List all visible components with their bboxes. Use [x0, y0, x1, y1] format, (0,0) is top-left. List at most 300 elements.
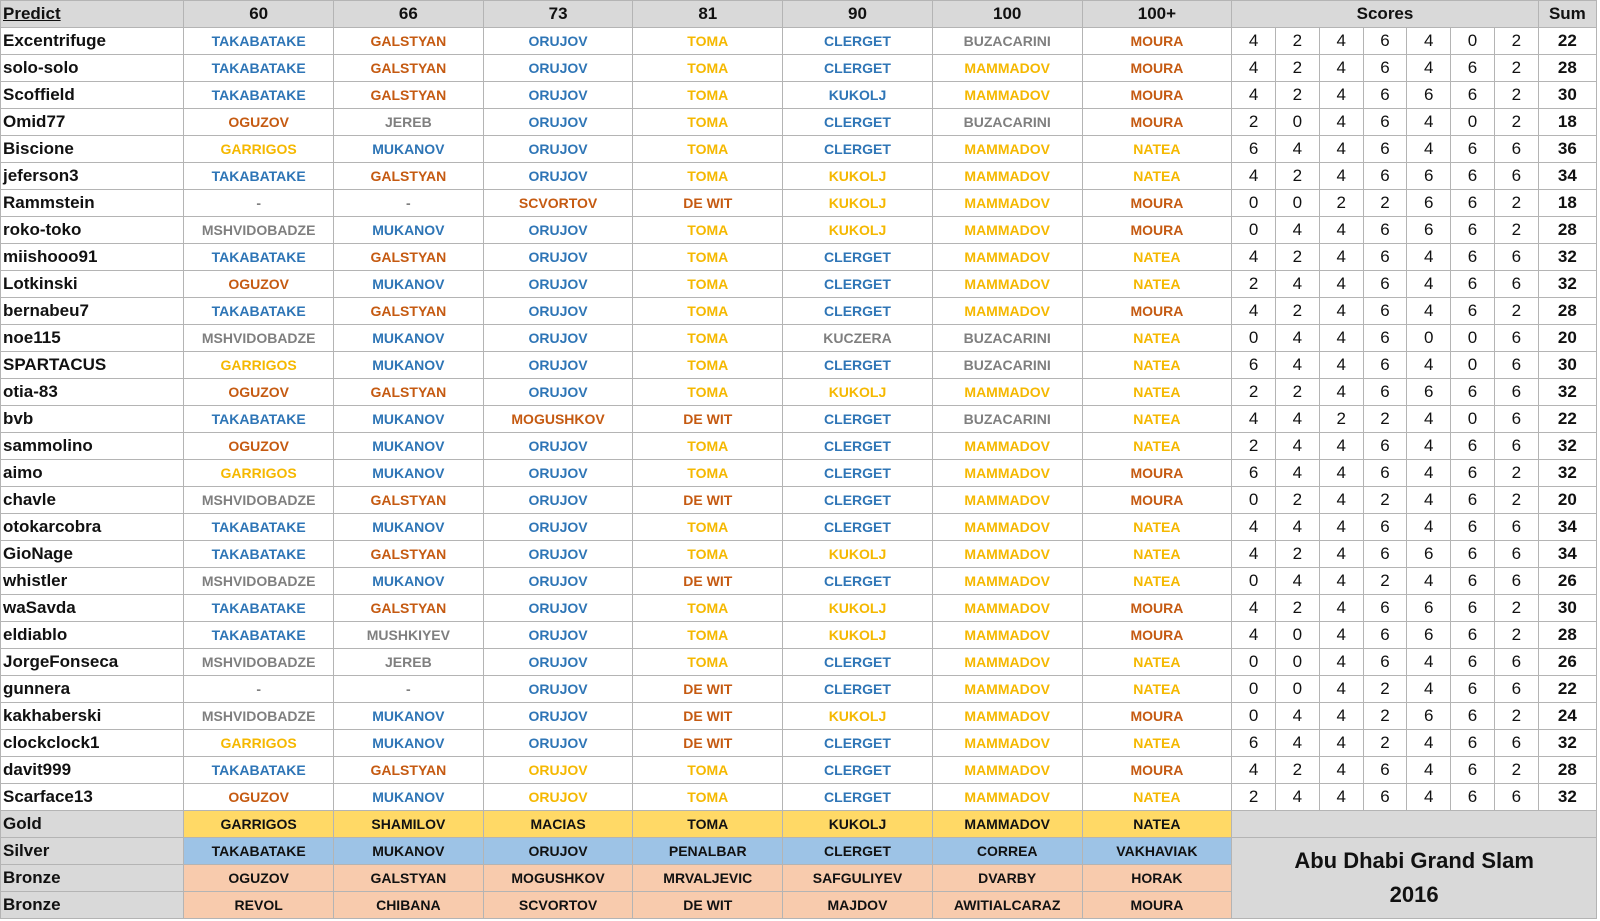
- score-cell: 6: [1451, 622, 1495, 649]
- pick-cell: NATEA: [1082, 325, 1232, 352]
- table-row: [1, 271, 1597, 298]
- score-cell: 2: [1363, 487, 1407, 514]
- username-cell: roko-toko: [1, 217, 184, 244]
- pick-cell: GALSTYAN: [334, 541, 484, 568]
- username-cell: Scoffield: [1, 82, 184, 109]
- pick-cell: MAMMADOV: [932, 298, 1082, 325]
- score-cell: 0: [1232, 649, 1276, 676]
- pick-cell: MUKANOV: [334, 406, 484, 433]
- pick-cell: MAMMADOV: [932, 676, 1082, 703]
- score-cell: 4: [1319, 325, 1363, 352]
- pick-cell: ORUJOV: [483, 82, 633, 109]
- score-cell: 0: [1451, 28, 1495, 55]
- score-cell: 6: [1407, 622, 1451, 649]
- username-cell: GioNage: [1, 541, 184, 568]
- score-cell: 6: [1494, 271, 1538, 298]
- pick-cell: MUKANOV: [334, 730, 484, 757]
- pick-cell: TAKABATAKE: [184, 55, 334, 82]
- medalist-cell: AWITIALCARAZ: [932, 892, 1082, 919]
- pick-cell: BUZACARINI: [932, 352, 1082, 379]
- pick-cell: GALSTYAN: [334, 757, 484, 784]
- score-cell: 0: [1276, 190, 1320, 217]
- pick-cell: CLERGET: [783, 298, 933, 325]
- sum-cell: 22: [1538, 406, 1596, 433]
- score-cell: 6: [1407, 82, 1451, 109]
- score-cell: 4: [1232, 514, 1276, 541]
- pick-cell: NATEA: [1082, 514, 1232, 541]
- score-cell: 4: [1319, 784, 1363, 811]
- username-cell: Rammstein: [1, 190, 184, 217]
- table-row: [1, 730, 1597, 757]
- score-cell: 6: [1363, 649, 1407, 676]
- sum-cell: 32: [1538, 433, 1596, 460]
- username-cell: gunnera: [1, 676, 184, 703]
- score-cell: 4: [1319, 136, 1363, 163]
- table-row: [1, 163, 1597, 190]
- sum-cell: 26: [1538, 568, 1596, 595]
- score-cell: 2: [1363, 190, 1407, 217]
- username-cell: clockclock1: [1, 730, 184, 757]
- medalist-cell: MACIAS: [483, 811, 633, 838]
- pick-cell: ORUJOV: [483, 271, 633, 298]
- pick-cell: DE WIT: [633, 703, 783, 730]
- username-cell: otokarcobra: [1, 514, 184, 541]
- score-cell: 6: [1451, 244, 1495, 271]
- score-cell: 2: [1363, 703, 1407, 730]
- pick-cell: MOURA: [1082, 595, 1232, 622]
- pick-cell: NATEA: [1082, 541, 1232, 568]
- score-cell: 2: [1363, 406, 1407, 433]
- score-cell: 0: [1276, 109, 1320, 136]
- score-cell: 4: [1319, 271, 1363, 298]
- score-cell: 6: [1494, 352, 1538, 379]
- score-cell: 4: [1319, 487, 1363, 514]
- pick-cell: GARRIGOS: [184, 730, 334, 757]
- score-cell: 4: [1319, 703, 1363, 730]
- score-cell: 4: [1276, 514, 1320, 541]
- score-cell: 6: [1363, 784, 1407, 811]
- pick-cell: GALSTYAN: [334, 487, 484, 514]
- score-cell: 4: [1319, 757, 1363, 784]
- pick-cell: MUSHKIYEV: [334, 622, 484, 649]
- score-cell: 6: [1451, 460, 1495, 487]
- pick-cell: ORUJOV: [483, 541, 633, 568]
- score-cell: 6: [1407, 541, 1451, 568]
- score-cell: 6: [1363, 298, 1407, 325]
- score-cell: 4: [1407, 28, 1451, 55]
- score-cell: 6: [1451, 649, 1495, 676]
- weight-100-header: 100: [932, 1, 1082, 28]
- pick-cell: ORUJOV: [483, 379, 633, 406]
- table-row: [1, 514, 1597, 541]
- pick-cell: ORUJOV: [483, 487, 633, 514]
- pick-cell: MSHVIDOBADZE: [184, 325, 334, 352]
- pick-cell: BUZACARINI: [932, 109, 1082, 136]
- score-cell: 4: [1407, 784, 1451, 811]
- score-cell: 0: [1232, 190, 1276, 217]
- pick-cell: JEREB: [334, 649, 484, 676]
- pick-cell: ORUJOV: [483, 28, 633, 55]
- pick-cell: MAMMADOV: [932, 595, 1082, 622]
- score-cell: 0: [1451, 352, 1495, 379]
- score-cell: 2: [1276, 757, 1320, 784]
- pick-cell: NATEA: [1082, 568, 1232, 595]
- pick-cell: NATEA: [1082, 244, 1232, 271]
- table-row: [1, 757, 1597, 784]
- pick-cell: -: [184, 190, 334, 217]
- medalist-cell: MUKANOV: [334, 838, 484, 865]
- score-cell: 6: [1451, 568, 1495, 595]
- pick-cell: ORUJOV: [483, 460, 633, 487]
- pick-cell: TOMA: [633, 55, 783, 82]
- score-cell: 2: [1494, 298, 1538, 325]
- score-cell: 6: [1451, 703, 1495, 730]
- pick-cell: TOMA: [633, 325, 783, 352]
- pick-cell: ORUJOV: [483, 325, 633, 352]
- medalist-cell: REVOL: [184, 892, 334, 919]
- score-cell: 6: [1363, 244, 1407, 271]
- medalist-cell: KUKOLJ: [783, 811, 933, 838]
- sum-cell: 32: [1538, 271, 1596, 298]
- pick-cell: KUKOLJ: [783, 190, 933, 217]
- score-cell: 4: [1276, 271, 1320, 298]
- sum-cell: 30: [1538, 595, 1596, 622]
- score-cell: 6: [1363, 460, 1407, 487]
- score-cell: 6: [1494, 649, 1538, 676]
- score-cell: 2: [1232, 379, 1276, 406]
- sum-cell: 20: [1538, 487, 1596, 514]
- medalist-cell: HORAK: [1082, 865, 1232, 892]
- score-cell: 4: [1276, 568, 1320, 595]
- score-cell: 4: [1319, 622, 1363, 649]
- medalist-cell: DVARBY: [932, 865, 1082, 892]
- pick-cell: MUKANOV: [334, 784, 484, 811]
- medalist-cell: MAJDOV: [783, 892, 933, 919]
- score-cell: 6: [1494, 784, 1538, 811]
- table-row: [1, 379, 1597, 406]
- table-row: [1, 298, 1597, 325]
- score-cell: 4: [1407, 55, 1451, 82]
- score-cell: 2: [1494, 28, 1538, 55]
- sum-cell: 32: [1538, 460, 1596, 487]
- pick-cell: ORUJOV: [483, 163, 633, 190]
- score-cell: 6: [1363, 82, 1407, 109]
- pick-cell: MSHVIDOBADZE: [184, 703, 334, 730]
- medalist-cell: MRVALJEVIC: [633, 865, 783, 892]
- username-cell: Lotkinski: [1, 271, 184, 298]
- pick-cell: MAMMADOV: [932, 514, 1082, 541]
- score-cell: 4: [1319, 460, 1363, 487]
- pick-cell: TAKABATAKE: [184, 298, 334, 325]
- score-cell: 0: [1451, 406, 1495, 433]
- score-cell: 2: [1494, 487, 1538, 514]
- score-cell: 4: [1319, 568, 1363, 595]
- score-cell: 2: [1276, 163, 1320, 190]
- score-cell: 6: [1363, 379, 1407, 406]
- username-cell: noe115: [1, 325, 184, 352]
- score-cell: 2: [1232, 433, 1276, 460]
- score-cell: 2: [1494, 595, 1538, 622]
- score-cell: 4: [1276, 406, 1320, 433]
- pick-cell: -: [184, 676, 334, 703]
- pick-cell: MAMMADOV: [932, 190, 1082, 217]
- sum-cell: 22: [1538, 28, 1596, 55]
- pick-cell: NATEA: [1082, 352, 1232, 379]
- score-cell: 4: [1319, 541, 1363, 568]
- score-cell: 6: [1363, 433, 1407, 460]
- pick-cell: TOMA: [633, 433, 783, 460]
- username-cell: otia-83: [1, 379, 184, 406]
- score-cell: 0: [1232, 325, 1276, 352]
- score-cell: 2: [1276, 595, 1320, 622]
- score-cell: 4: [1232, 541, 1276, 568]
- score-cell: 6: [1451, 379, 1495, 406]
- username-cell: davit999: [1, 757, 184, 784]
- score-cell: 6: [1232, 352, 1276, 379]
- score-cell: 6: [1494, 325, 1538, 352]
- score-cell: 4: [1407, 676, 1451, 703]
- score-cell: 6: [1451, 757, 1495, 784]
- pick-cell: MUKANOV: [334, 271, 484, 298]
- pick-cell: KUCZERA: [783, 325, 933, 352]
- score-cell: 4: [1407, 298, 1451, 325]
- pick-cell: TOMA: [633, 784, 783, 811]
- pick-cell: MSHVIDOBADZE: [184, 487, 334, 514]
- score-cell: 2: [1276, 541, 1320, 568]
- sum-cell: 28: [1538, 217, 1596, 244]
- score-cell: 2: [1276, 487, 1320, 514]
- pick-cell: CLERGET: [783, 271, 933, 298]
- pick-cell: NATEA: [1082, 406, 1232, 433]
- medalist-cell: DE WIT: [633, 892, 783, 919]
- medalist-cell: TAKABATAKE: [184, 838, 334, 865]
- username-cell: solo-solo: [1, 55, 184, 82]
- score-cell: 4: [1407, 649, 1451, 676]
- pick-cell: MUKANOV: [334, 460, 484, 487]
- score-cell: 6: [1363, 109, 1407, 136]
- pick-cell: MAMMADOV: [932, 136, 1082, 163]
- pick-cell: CLERGET: [783, 55, 933, 82]
- sum-cell: 32: [1538, 244, 1596, 271]
- pick-cell: CLERGET: [783, 757, 933, 784]
- score-cell: 4: [1276, 433, 1320, 460]
- score-cell: 2: [1319, 190, 1363, 217]
- score-cell: 2: [1319, 406, 1363, 433]
- score-cell: 4: [1319, 730, 1363, 757]
- score-cell: 4: [1319, 433, 1363, 460]
- score-cell: 2: [1276, 28, 1320, 55]
- pick-cell: MUKANOV: [334, 325, 484, 352]
- username-cell: Biscione: [1, 136, 184, 163]
- score-cell: 6: [1451, 487, 1495, 514]
- pick-cell: MOGUSHKOV: [483, 406, 633, 433]
- pick-cell: TAKABATAKE: [184, 541, 334, 568]
- pick-cell: MSHVIDOBADZE: [184, 217, 334, 244]
- pick-cell: DE WIT: [633, 487, 783, 514]
- pick-cell: MAMMADOV: [932, 784, 1082, 811]
- table-row: [1, 541, 1597, 568]
- score-cell: 6: [1451, 514, 1495, 541]
- medalist-cell: CLERGET: [783, 838, 933, 865]
- pick-cell: NATEA: [1082, 271, 1232, 298]
- score-cell: 2: [1494, 703, 1538, 730]
- score-cell: 6: [1363, 163, 1407, 190]
- pick-cell: KUKOLJ: [783, 379, 933, 406]
- pick-cell: MSHVIDOBADZE: [184, 568, 334, 595]
- pick-cell: ORUJOV: [483, 433, 633, 460]
- pick-cell: GALSTYAN: [334, 28, 484, 55]
- score-cell: 4: [1319, 55, 1363, 82]
- weight-100plus-header: 100+: [1082, 1, 1232, 28]
- score-cell: 6: [1232, 136, 1276, 163]
- pick-cell: MOURA: [1082, 109, 1232, 136]
- pick-cell: GARRIGOS: [184, 460, 334, 487]
- score-cell: 6: [1451, 298, 1495, 325]
- pick-cell: ORUJOV: [483, 217, 633, 244]
- pick-cell: KUKOLJ: [783, 703, 933, 730]
- blank-cell: [1232, 811, 1597, 838]
- score-cell: 0: [1451, 325, 1495, 352]
- score-cell: 2: [1494, 109, 1538, 136]
- pick-cell: CLERGET: [783, 406, 933, 433]
- medalist-cell: MAMMADOV: [932, 811, 1082, 838]
- username-cell: eldiablo: [1, 622, 184, 649]
- predict-header: Predict: [1, 1, 184, 28]
- username-cell: Excentrifuge: [1, 28, 184, 55]
- score-cell: 6: [1407, 595, 1451, 622]
- sum-cell: 28: [1538, 298, 1596, 325]
- pick-cell: MUKANOV: [334, 352, 484, 379]
- pick-cell: CLERGET: [783, 568, 933, 595]
- pick-cell: TOMA: [633, 541, 783, 568]
- username-cell: whistler: [1, 568, 184, 595]
- username-cell: aimo: [1, 460, 184, 487]
- sum-cell: 28: [1538, 622, 1596, 649]
- score-cell: 4: [1407, 460, 1451, 487]
- username-cell: waSavda: [1, 595, 184, 622]
- score-cell: 4: [1276, 784, 1320, 811]
- medalist-cell: OGUZOV: [184, 865, 334, 892]
- score-cell: 6: [1363, 55, 1407, 82]
- pick-cell: ORUJOV: [483, 676, 633, 703]
- pick-cell: TAKABATAKE: [184, 595, 334, 622]
- username-cell: jeferson3: [1, 163, 184, 190]
- score-cell: 4: [1232, 244, 1276, 271]
- score-cell: 6: [1363, 757, 1407, 784]
- pick-cell: TOMA: [633, 298, 783, 325]
- score-cell: 4: [1232, 28, 1276, 55]
- score-cell: 6: [1232, 730, 1276, 757]
- score-cell: 4: [1276, 352, 1320, 379]
- username-cell: bernabeu7: [1, 298, 184, 325]
- score-cell: 4: [1407, 433, 1451, 460]
- score-cell: 4: [1319, 298, 1363, 325]
- score-cell: 6: [1451, 271, 1495, 298]
- pick-cell: TAKABATAKE: [184, 163, 334, 190]
- table-row: [1, 28, 1597, 55]
- medal-row-silver: [1, 838, 1597, 865]
- medalist-cell: NATEA: [1082, 811, 1232, 838]
- pick-cell: CLERGET: [783, 514, 933, 541]
- score-cell: 6: [1363, 595, 1407, 622]
- score-cell: 4: [1319, 649, 1363, 676]
- table-row: [1, 325, 1597, 352]
- score-cell: 4: [1407, 271, 1451, 298]
- score-cell: 2: [1363, 730, 1407, 757]
- score-cell: 6: [1451, 136, 1495, 163]
- score-cell: 6: [1451, 541, 1495, 568]
- score-cell: 4: [1232, 757, 1276, 784]
- score-cell: 6: [1451, 433, 1495, 460]
- pick-cell: GALSTYAN: [334, 163, 484, 190]
- score-cell: 0: [1232, 568, 1276, 595]
- pick-cell: NATEA: [1082, 163, 1232, 190]
- score-cell: 4: [1407, 136, 1451, 163]
- event-title-line2: 2016: [1389, 882, 1439, 907]
- weight-90-header: 90: [783, 1, 933, 28]
- predictions-body: [1, 28, 1597, 811]
- sum-cell: 34: [1538, 163, 1596, 190]
- score-cell: 6: [1451, 730, 1495, 757]
- medalist-cell: VAKHAVIAK: [1082, 838, 1232, 865]
- score-cell: 2: [1494, 55, 1538, 82]
- score-cell: 2: [1494, 217, 1538, 244]
- pick-cell: CLERGET: [783, 676, 933, 703]
- pick-cell: ORUJOV: [483, 622, 633, 649]
- table-row: [1, 190, 1597, 217]
- pick-cell: TOMA: [633, 217, 783, 244]
- score-cell: 6: [1363, 271, 1407, 298]
- pick-cell: NATEA: [1082, 784, 1232, 811]
- pick-cell: NATEA: [1082, 730, 1232, 757]
- pick-cell: ORUJOV: [483, 244, 633, 271]
- table-row: [1, 487, 1597, 514]
- medal-label: Bronze: [1, 865, 184, 892]
- pick-cell: BUZACARINI: [932, 406, 1082, 433]
- pick-cell: MOURA: [1082, 622, 1232, 649]
- score-cell: 6: [1232, 460, 1276, 487]
- table-row: [1, 649, 1597, 676]
- pick-cell: MAMMADOV: [932, 271, 1082, 298]
- pick-cell: GALSTYAN: [334, 298, 484, 325]
- score-cell: 6: [1494, 676, 1538, 703]
- pick-cell: DE WIT: [633, 568, 783, 595]
- score-cell: 2: [1276, 298, 1320, 325]
- pick-cell: CLERGET: [783, 784, 933, 811]
- pick-cell: MAMMADOV: [932, 703, 1082, 730]
- pick-cell: OGUZOV: [184, 271, 334, 298]
- pick-cell: MOURA: [1082, 55, 1232, 82]
- score-cell: 0: [1451, 109, 1495, 136]
- table-row: [1, 82, 1597, 109]
- pick-cell: TAKABATAKE: [184, 28, 334, 55]
- pick-cell: DE WIT: [633, 190, 783, 217]
- medalist-cell: SHAMILOV: [334, 811, 484, 838]
- pick-cell: MOURA: [1082, 217, 1232, 244]
- username-cell: JorgeFonseca: [1, 649, 184, 676]
- pick-cell: TOMA: [633, 352, 783, 379]
- score-cell: 4: [1407, 244, 1451, 271]
- pick-cell: ORUJOV: [483, 109, 633, 136]
- score-cell: 6: [1494, 541, 1538, 568]
- sum-cell: 32: [1538, 379, 1596, 406]
- score-cell: 2: [1494, 82, 1538, 109]
- pick-cell: MUKANOV: [334, 217, 484, 244]
- pick-cell: MSHVIDOBADZE: [184, 649, 334, 676]
- score-cell: 4: [1232, 82, 1276, 109]
- pick-cell: TOMA: [633, 82, 783, 109]
- medal-label: Silver: [1, 838, 184, 865]
